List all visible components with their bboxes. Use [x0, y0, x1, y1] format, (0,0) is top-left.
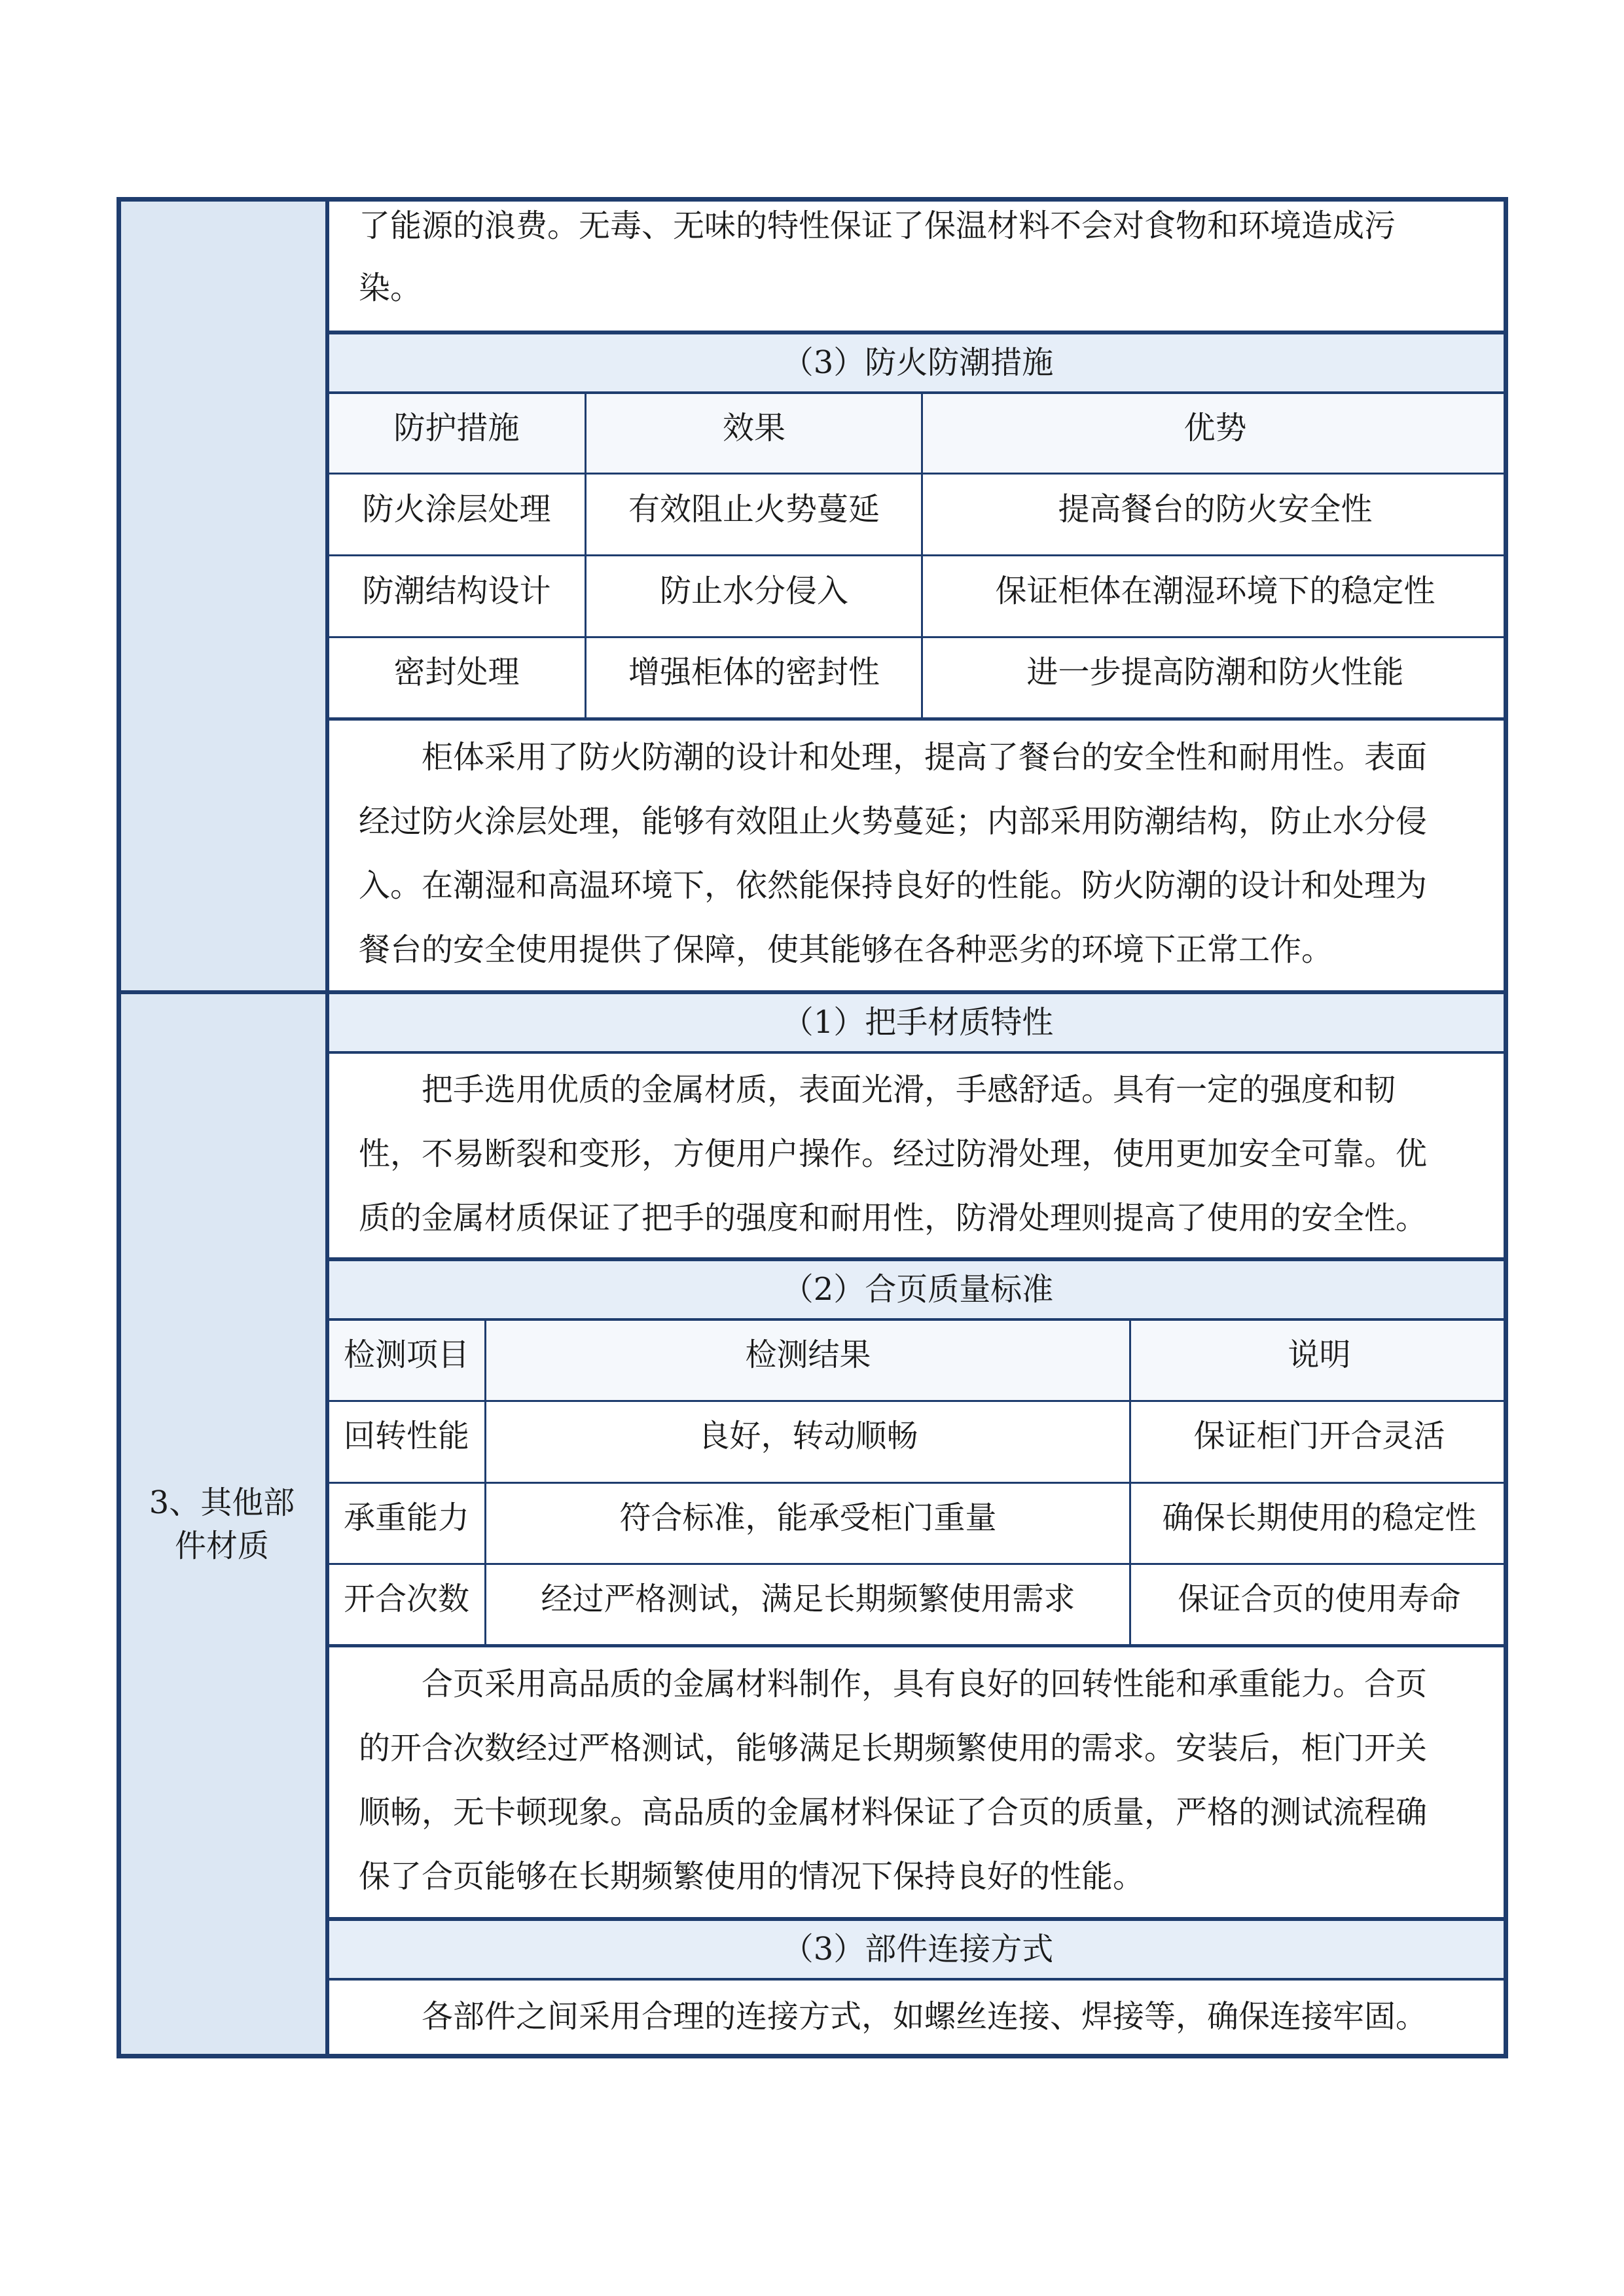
handle-paragraph-line: 质的金属材质保证了把手的强度和耐用性，防滑处理则提高了使用的安全性。 — [359, 1200, 1428, 1236]
fire-paragraph-line: 餐台的安全使用提供了保障，使其能够在各种恶劣的环境下正常工作。 — [359, 931, 1333, 968]
hinge-paragraph-line: 顺畅，无卡顿现象。高品质的金属材料保证了合页的质量，严格的测试流程确 — [359, 1794, 1428, 1831]
rule — [327, 1257, 1508, 1261]
rule — [327, 1644, 1508, 1647]
hinge-paragraph-line: 保了合页能够在长期频繁使用的情况下保持良好的性能。 — [359, 1858, 1145, 1895]
fire-paragraph-line: 入。在潮湿和高温环境下，依然能保持良好的性能。防火防潮的设计和处理为 — [359, 867, 1428, 904]
fire-cell: 提高餐台的防火安全性 — [1058, 491, 1373, 528]
fire-paragraph — [359, 725, 1427, 982]
fire-cell: 保证柜体在潮湿环境下的稳定性 — [995, 573, 1435, 609]
rule — [327, 1978, 1508, 1981]
rule — [327, 1051, 1508, 1054]
hinge-section-title: （2）合页质量标准 — [782, 1271, 1054, 1308]
hinge-cell: 良好，转动顺畅 — [698, 1418, 918, 1454]
rule — [327, 1917, 1508, 1921]
hinge-cell: 经过严格测试，满足长期频繁使用需求 — [541, 1581, 1075, 1617]
fire-paragraph-line: 柜体采用了防火防潮的设计和处理，提高了餐台的安全性和耐用性。表面 — [422, 739, 1428, 776]
rule — [327, 636, 1508, 638]
hinge-cell: 保证合页的使用寿命 — [1178, 1581, 1461, 1617]
rule — [327, 1400, 1508, 1402]
row-label-line: 3、其他部 — [149, 1484, 295, 1521]
hinge-header-item: 检测项目 — [343, 1336, 469, 1373]
connection-paragraph-line: 各部件之间采用合理的连接方式，如螺丝连接、焊接等，确保连接牢固。 — [422, 1998, 1428, 2035]
hinge-paragraph-line: 的开合次数经过严格测试，能够满足长期频繁使用的需求。安装后，柜门开关 — [359, 1730, 1428, 1767]
continuation-line-1: 了能源的浪费。无毒、无味的特性保证了保温材料不会对食物和环境造成污 — [359, 207, 1396, 244]
rule — [327, 1482, 1508, 1484]
rule — [327, 473, 1508, 475]
connection-paragraph — [359, 1984, 1427, 2049]
hinge-paragraph-line: 合页采用高品质的金属材料制作，具有良好的回转性能和承重能力。合页 — [422, 1666, 1428, 1702]
hinge-header-note: 说明 — [1288, 1336, 1351, 1373]
fire-section-title: （3）防火防潮措施 — [782, 344, 1054, 381]
fire-header-advantage: 优势 — [1183, 410, 1247, 446]
rule — [327, 717, 1508, 721]
fire-cell: 有效阻止火势蔓延 — [628, 491, 880, 528]
row-divider — [117, 990, 1508, 994]
hinge-cell: 保证柜门开合灵活 — [1193, 1418, 1445, 1454]
hinge-cell: 回转性能 — [343, 1418, 469, 1454]
hinge-cell: 开合次数 — [343, 1581, 469, 1617]
hinge-header-result: 检测结果 — [745, 1336, 871, 1373]
fire-paragraph-line: 经过防火涂层处理，能够有效阻止火势蔓延；内部采用防潮结构，防止水分侵 — [359, 803, 1428, 840]
handle-paragraph-line: 性，不易断裂和变形，方便用户操作。经过防滑处理，使用更加安全可靠。优 — [359, 1136, 1428, 1172]
fire-cell: 防火涂层处理 — [362, 491, 551, 528]
hinge-cell: 确保长期使用的稳定性 — [1162, 1499, 1477, 1536]
connection-section-title: （3）部件连接方式 — [782, 1931, 1054, 1967]
fire-cell: 增强柜体的密封性 — [628, 654, 880, 691]
row-label-line: 件材质 — [174, 1528, 269, 1564]
handle-paragraph-line: 把手选用优质的金属材质，表面光滑，手感舒适。具有一定的强度和韧 — [422, 1071, 1396, 1108]
rule — [327, 554, 1508, 556]
hinge-paragraph — [359, 1652, 1427, 1909]
rule — [327, 391, 1508, 394]
handle-paragraph — [359, 1058, 1427, 1250]
rule — [327, 1563, 1508, 1565]
fire-header-effect: 效果 — [722, 410, 785, 446]
hinge-cell: 符合标准，能承受柜门重量 — [619, 1499, 997, 1536]
rule — [327, 1318, 1508, 1321]
hinge-cell: 承重能力 — [343, 1499, 469, 1536]
rule — [327, 331, 1508, 334]
continuation-line-2: 染。 — [359, 270, 422, 306]
fire-header-measure: 防护措施 — [393, 410, 520, 446]
fire-cell: 进一步提高防潮和防火性能 — [1026, 654, 1404, 691]
fire-cell: 防潮结构设计 — [362, 573, 551, 609]
label-divider — [325, 197, 329, 2058]
handle-section-title: （1）把手材质特性 — [782, 1004, 1054, 1041]
fire-cell: 密封处理 — [393, 654, 520, 691]
fire-cell: 防止水分侵入 — [659, 573, 848, 609]
